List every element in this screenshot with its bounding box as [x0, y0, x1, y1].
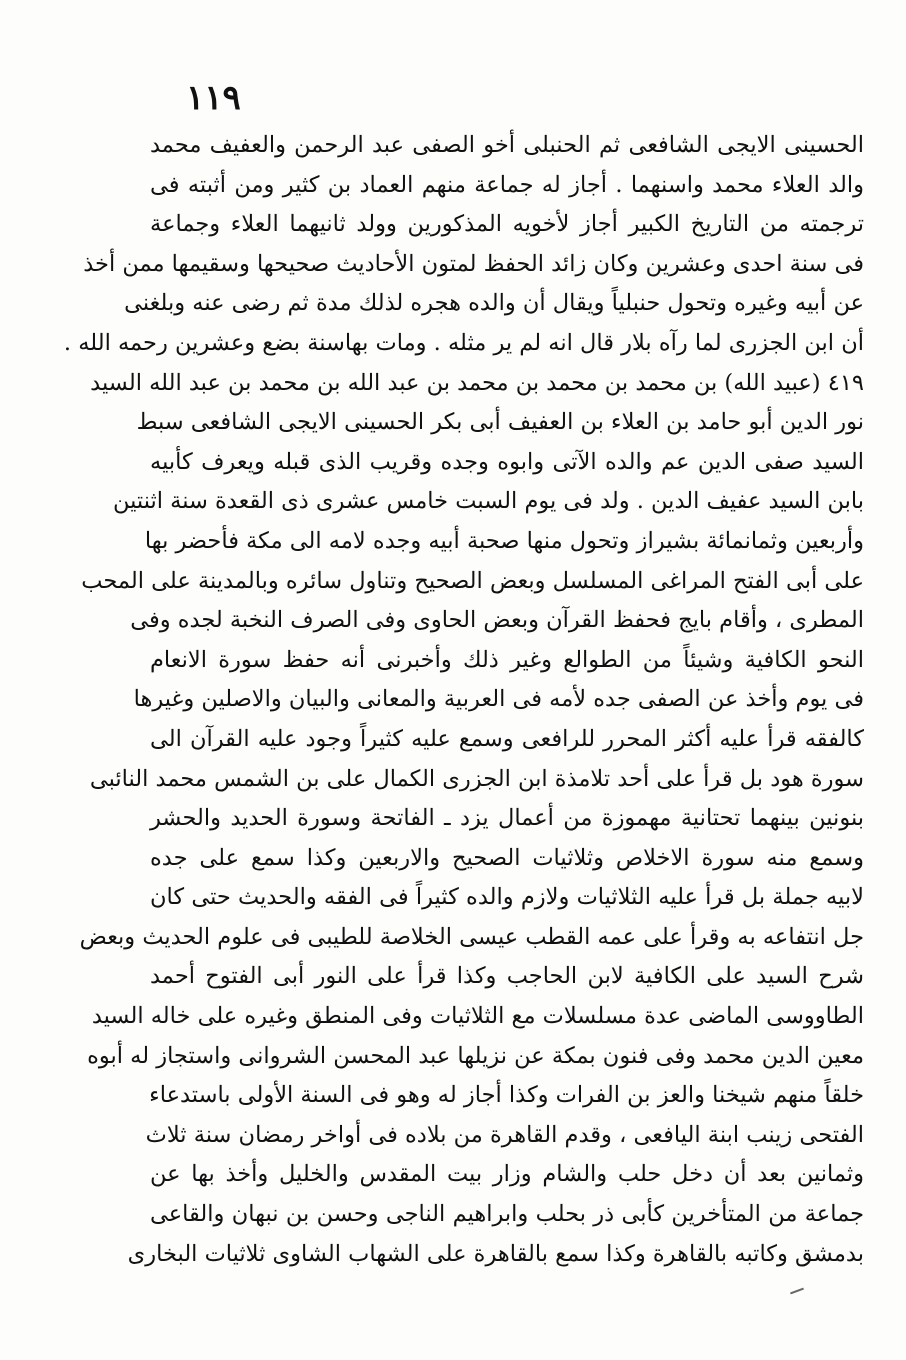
text-line: كالفقه قرأ عليه أكثر المحرر للرافعى وسمع عليه كثيراً وجود عليه القرآن الى	[150, 725, 864, 752]
text-line: لابيه جملة بل قرأ عليه الثلاثيات ولازم والده كثيراً فى الفقه والحديث حتى كان	[150, 884, 864, 911]
text-line: جماعة من المتأخرين كأبى ذر بحلب وابراهيم الناجى وحسن بن نبهان والقاعى	[150, 1201, 864, 1228]
text-line: وسمع منه سورة الاخلاص وثلاثيات الصحيح والاربعين وكذا سمع على جده	[150, 844, 864, 871]
text-line: الطاووسى الماضى عدة مسلسلات مع الثلاثيات وفى المنطق وغيره على خاله السيد	[91, 1003, 864, 1030]
text-line: عن أبيه وغيره وتحول حنبلياً ويقال أن والده هجره لذلك مدة ثم رضى عنه وبلغنى	[124, 290, 864, 317]
text-line: فى سنة احدى وعشرين وكان زائد الحفظ لمتون الأحاديث صحيحها وسقيمها ممن أخذ	[83, 250, 864, 277]
text-line: الحسينى الايجى الشافعى ثم الحنبلى أخو الصفى عبد الرحمن والعفيف محمد	[150, 132, 864, 158]
text-line: وثمانين بعد أن دخل حلب والشام وزار بيت المقدس والخليل وأخذ بها عن	[150, 1161, 864, 1188]
text-line: الفتحى زينب ابنة اليافعى ، وقدم القاهرة من بلاده فى أواخر رمضان سنة ثلاث	[145, 1121, 864, 1148]
text-line: وأربعين وثمانمائة بشيراز وتحول منها صحبة أبيه وجده لامه الى مكة فأحضر بها	[144, 527, 864, 554]
text-line: بنونين بينهما تحتانية مهموزة من أعمال يزد ـ الفاتحة وسورة الحديد والحشر	[150, 805, 864, 832]
body-text	[63, 126, 864, 1274]
text-line: النحو الكافية وشيئاً من الطوالع وغير ذلك وأخبرنى أنه حفظ سورة الانعام	[150, 646, 864, 673]
text-line: ترجمته من التاريخ الكبير أجاز لأخويه المذكورين وولد ثانيهما العلاء وجماعة	[150, 211, 864, 238]
text-line: سورة هود بل قرأ على أحد تلامذة ابن الجزرى الكمال على بن الشمس محمد النائبى	[89, 765, 864, 792]
text-line: فى يوم وأخذ عن الصفى جده لأمه فى العربية والمعانى والبيان والاصلين وغيرها	[133, 686, 864, 713]
text-line: على أبى الفتح المراغى المسلسل وبعض الصحيح وتناول سائره وبالمدينة على المحب	[81, 567, 864, 594]
text-line: والد العلاء محمد واسنهما . أجاز له جماعة منهم العماد بن كثير ومن أثبته فى	[150, 171, 864, 198]
page-number: ١١٩	[186, 78, 241, 118]
text-line: بدمشق وكاتبه بالقاهرة وكذا سمع بالقاهرة على الشهاب الشاوى ثلاثيات البخارى	[127, 1240, 864, 1267]
text-line: السيد صفى الدين عم والده الآتى وابوه وجده وقريب الذى قبله ويعرف كأبيه	[150, 448, 864, 475]
text-line: معين الدين محمد وفى فنون بمكة عن نزيلها عبد المحسن الشروانى واستجاز له أبوه	[87, 1042, 864, 1069]
text-line: خلقاً منهم شيخنا والعز بن الفرات وكذا أجاز له وهو فى السنة الأولى باستدعاء	[149, 1082, 864, 1109]
text-line: نور الدين أبو حامد بن العلاء بن العفيف أبى بكر الحسينى الايجى الشافعى سبط	[136, 409, 864, 436]
text-line: شرح السيد على الكافية لابن الحاجب وكذا قرأ على النور أبى الفتوح أحمد	[150, 963, 864, 990]
text-line: المطرى ، وأقام بايج فحفظ القرآن وبعض الحاوى وفى الصرف النخبة لجده وفى	[130, 607, 864, 634]
entry-heading-line: ٤١٩ (عبيد الله) بن محمد بن محمد بن محمد بن عبد الله بن محمد بن عبد الله السيد	[90, 369, 864, 396]
text-line: أن ابن الجزرى لما رآه بلار قال انه لم ير مثله . ومات بهاسنة بضع وعشرين رحمه الله .	[63, 329, 864, 356]
text-line: جل انتفاعه به وقرأ على عمه القطب عيسى الخلاصة للطيبى فى علوم الحديث وبعض	[79, 923, 864, 950]
scan-mark	[790, 1288, 804, 1295]
text-line: بابن السيد عفيف الدين . ولد فى يوم السبت خامس عشرى ذى القعدة سنة اثنتين	[113, 488, 864, 515]
